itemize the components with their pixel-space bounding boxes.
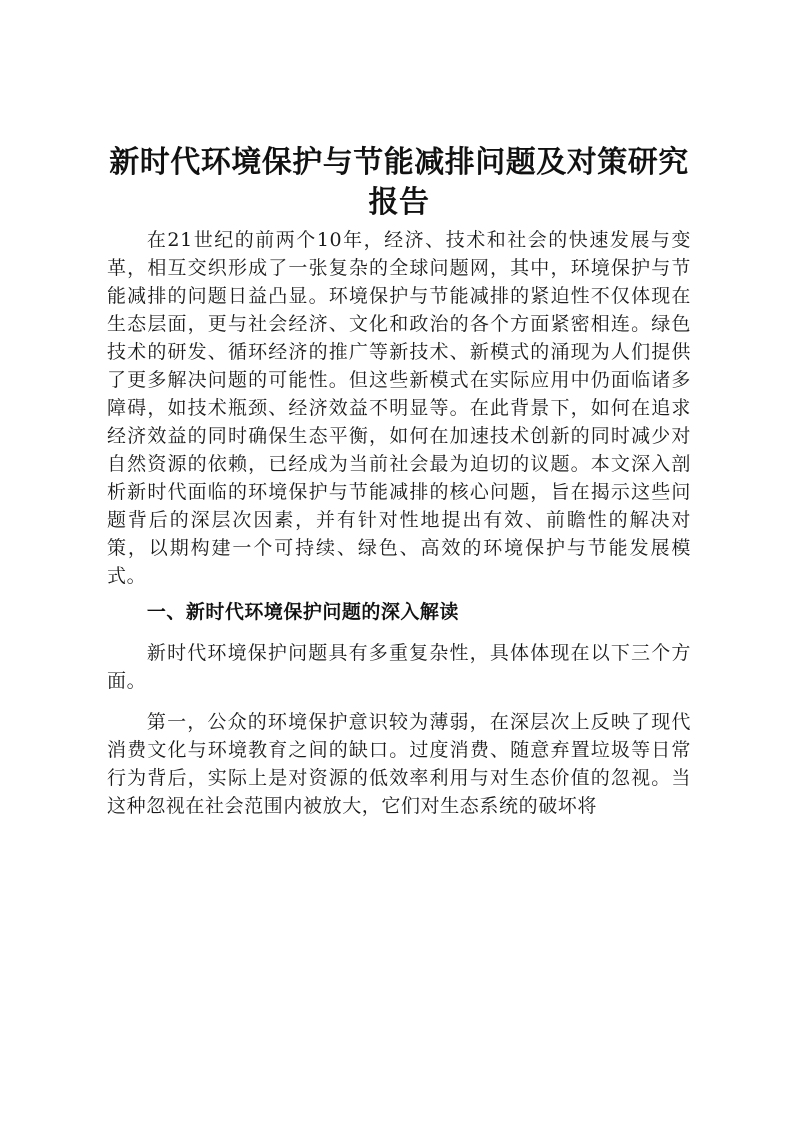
document-title: 新时代环境保护与节能减排问题及对策研究报告 bbox=[109, 145, 689, 220]
section-1-point-1-paragraph: 第一，公众的环境保护意识较为薄弱，在深层次上反映了现代消费文化与环境教育之间的缺口。过度消费、随意弃置垃圾等日常行为背后，实际上是对资源的低效率利用与对生态价值的忽视。当这种忽视在社会范围内被放大，它们对生态系统的破坏将 bbox=[107, 711, 691, 817]
intro-paragraph: 在21世纪的前两个10年，经济、技术和社会的快速发展与变革，相互交织形成了一张复杂的全球问题网，其中，环境保护与节能减排的问题日益凸显。环境保护与节能减排的紧迫性不仅体现在生态层面，更与社会经济、文化和政治的各个方面紧密相连。绿色技术的研发、循环经济的推广等新技术、新模式的涌现为人们提供了更多解决问题的可能性。但这些新模式在实际应用中仍面临诸多障碍，如技术瓶颈、经济效益不明显等。在此背景下，如何在追求经济效益的同时确保生态平衡，如何在加速技术创新的同时减少对自然资源的依赖，已经成为当前社会最为迫切的议题。本文深入剖析新时代面临的环境保护与节能减排的核心问题，旨在揭示这些问题背后的深层次因素，并有针对性地提出有效、前瞻性的解决对策，以期构建一个可持续、绿色、高效的环境保护与节能发展模式。 bbox=[107, 229, 691, 587]
document-body bbox=[107, 143, 691, 820]
section-heading-1: 一、新时代环境保护问题的深入解读 bbox=[146, 601, 459, 623]
section-1-lead-paragraph: 新时代环境保护问题具有多重复杂性，具体体现在以下三个方面。 bbox=[107, 642, 691, 692]
